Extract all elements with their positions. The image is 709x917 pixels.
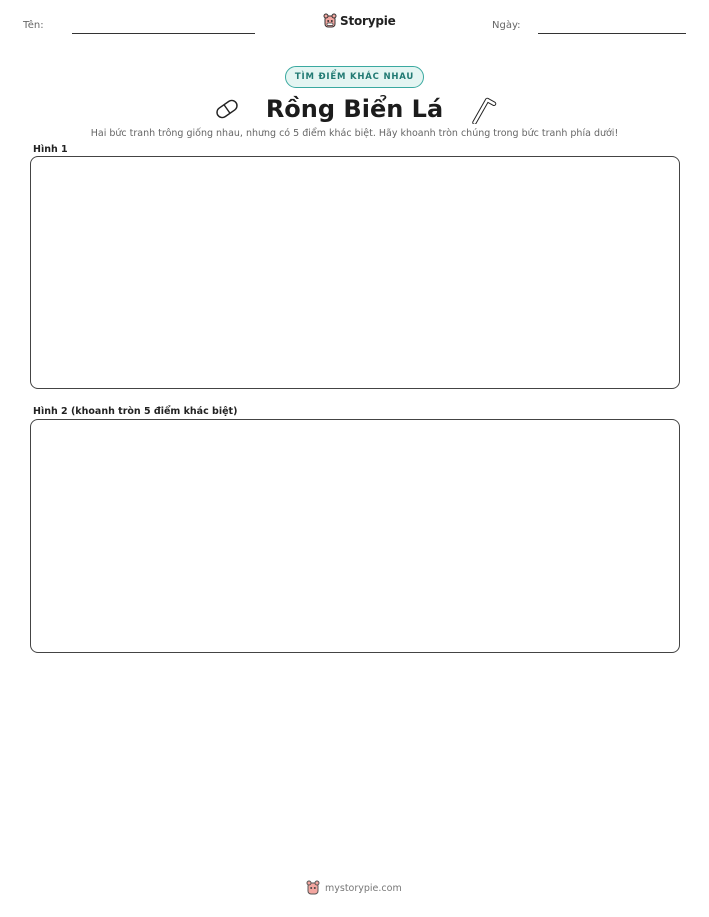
pill-icon [212,96,242,122]
straw-icon [467,94,497,124]
name-line [72,33,255,34]
picture-2-panel [30,419,680,653]
title-row [0,92,709,126]
date-label: Ngày: [492,20,521,31]
date-line [538,33,686,34]
name-label: Tên: [23,20,44,31]
picture-1-panel [30,156,680,389]
picture-1-label: Hình 1 [33,144,68,155]
page-title: Rồng Biển Lá [265,95,444,123]
picture-2-label: Hình 2 (khoanh tròn 5 điểm khác biệt) [33,406,238,417]
footer-site: mystorypie.com [325,882,402,894]
brand-name: Storypie [340,14,396,28]
footer [306,880,402,896]
instructions: Hai bức tranh trông giống nhau, nhưng có 5 điểm khác biệt. Hãy khoanh tròn chúng trong bức tranh phía dưới! [90,128,619,139]
storypie-mascot-icon [323,13,337,29]
storypie-logo [323,13,396,29]
activity-badge: TÌM ĐIỂM KHÁC NHAU [285,66,424,88]
storypie-mascot-icon [306,880,320,896]
